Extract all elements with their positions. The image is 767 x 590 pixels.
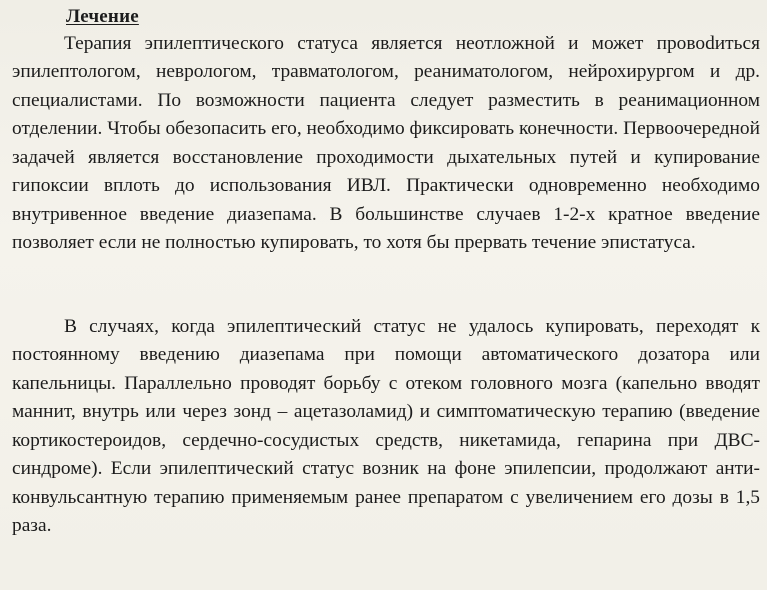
paragraph-treatment-intro: Терапия эпилептического статуса является неотложной и может провоdиться эпилептологом, неврологом, травматологом, реаниматологом, нейрохирургом и др. специалистами. По возможности пациента следует разместить в реанимационном отделении. Чтобы обезопасить его, необходимо фиксировать конечности. Первоочередной задачей является восстановление проходимости дыхательных путей и купирование гипоксии вплоть до использования ИВЛ. Практически одновременно необходимо внутривенное введение диазепама. В большинстве случаев 1-2-х кратное введение позволяет если не полностью купировать, то хотя бы прервать течение эпистатуса.: [12, 33, 760, 254]
paragraph-treatment-continuation: В случаях, когда эпилептический статус не удалось купировать, переходят к постоянному введению диазепама при помощи автоматического дозатора или капельницы. Параллельно проводят борьбу с отеком головного мозга (капельно вводят маннит, внутрь или через зонд – ацетазоламид) и симптоматическую терапию (введение кортикостероидов, сердечно-сосудистых средств, никетамида, гепарина при ДВС-синдроме). Если эпилептический статус возник на фоне эпилепсии, продолжают антиконвульсантную терапию применяемым ранее препаратом с увеличением его дозы в 1,5 раза.: [12, 316, 760, 537]
section-heading: Лечение: [66, 6, 139, 27]
